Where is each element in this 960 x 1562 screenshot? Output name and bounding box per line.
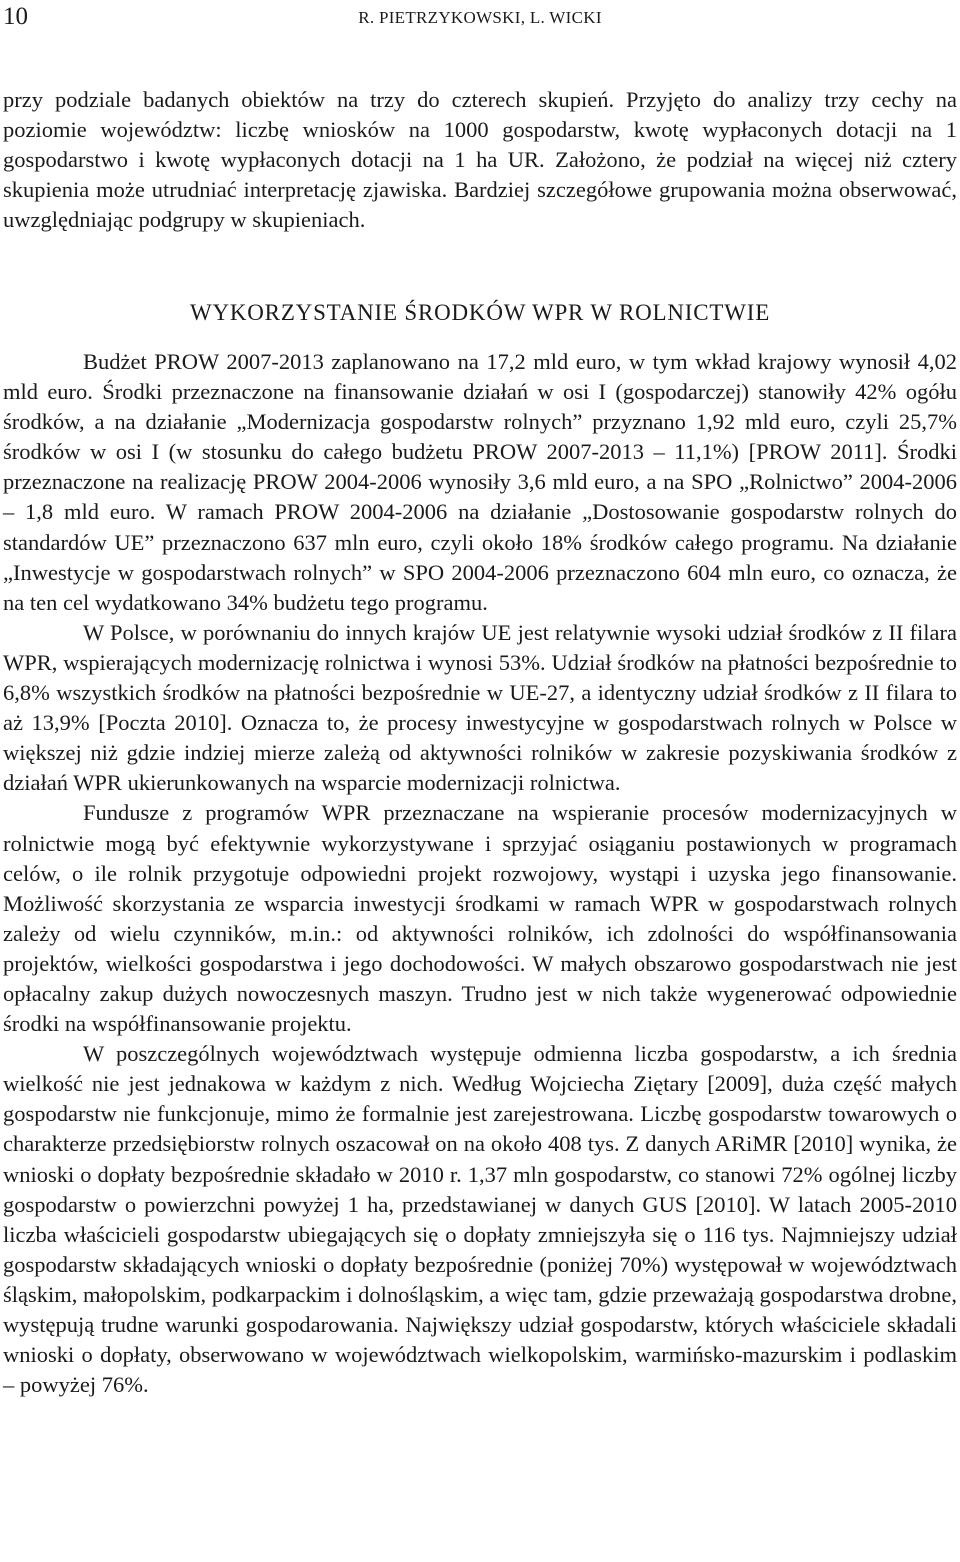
paragraph-voivodeships: W poszczególnych województwach występuje odmienna liczba gospodarstw, a ich średnia wielkość nie jest jednakowa w każdym z nich. Według Wojciecha Ziętary [2009], duża część małych gospodarstw nie funkcjonuje, mimo że formalnie jest zarejestrowana. Liczbę gospodarstw towarowych o charakterze przedsiębiorstw rolnych oszacował on na około 408 tys. Z danych ARiMR [2010] wynika, że wnioski o dopłaty bezpośrednie składało w 2010 r. 1,37 mln gospodarstw, co stanowi 72% ogólnej liczby gospodarstw o powierzchni powyżej 1 ha, przedstawianej w danych GUS [2010]. W latach 2005-2010 liczba właścicieli gospodarstw ubiegających się o dopłaty zmniejszyła się o 116 tys. Najmniejszy udział gospodarstw składających wnioski o dopłaty bezpośrednie (poniżej 70%) występował w województwach śląskim, małopolskim, podkarpackim i dolnośląskim, a więc tam, gdzie przeważają gospodarstwa drobne, występują trudne warunki gospodarowania. Największy udział gospodarstw, których właściciele składali wnioski o dopłaty, obserwowano w województwach wielkopolskim, warmińsko-mazurskim i podlaskim – powyżej 76%.: [3, 1041, 957, 1398]
running-head-authors: R. PIETRZYKOWSKI, L. WICKI: [358, 8, 602, 27]
paragraph-budget: Budżet PROW 2007-2013 zaplanowano na 17,2 mld euro, w tym wkład krajowy wynosił 4,02 mld euro. Środki przeznaczone na finansowanie działań w osi I (gospodarczej) stanowiły 42% ogółu środków, a na działanie „Modernizacja gospodarstw rolnych” przyznano 1,92 mld euro, czyli 25,7% środków w osi I (w stosunku do całego budżetu PROW 2007-2013 – 11,1%) [PROW 2011]. Środki przeznaczone na realizację PROW 2004-2006 wynosiły 3,6 mld euro, a na SPO „Rolnictwo” 2004-2006 – 1,8 mld euro. W ramach PROW 2004-2006 na działanie „Dostosowanie gospodarstw rolnych do standardów UE” przeznaczono 637 mln euro, czyli około 18% środków całego programu. Na działanie „Inwestycje w gospodarstwach rolnych” w SPO 2004-2006 przeznaczono 604 mln euro, co oznacza, że na ten cel wydatkowano 34% budżetu tego programu.: [3, 349, 957, 615]
running-head: [3, 2, 957, 32]
paragraph-pillar-two: W Polsce, w porównaniu do innych krajów UE jest relatywnie wysoki udział środków z II filara WPR, wspierających modernizację rolnictwa i wynosi 53%. Udział środków na płatności bezpośrednie to 6,8% wszystkich środków na płatności bezpośrednie w UE-27, a identyczny udział środków z II filara to aż 13,9% [Poczta 2010]. Oznacza to, że procesy inwestycyjne w gospodarstwach rolnych w Polsce w większej niż gdzie indziej mierze zależą od aktywności rolników w zakresie pozyskiwania środków z działań WPR ukierunkowanych na wsparcie modernizacji rolnictwa.: [3, 619, 957, 796]
paragraph-funds-use: Fundusze z programów WPR przeznaczane na wspieranie procesów modernizacyjnych w rolnictwie mogą być efektywnie wykorzystywane i sprzyjać osiąganiu postawionych w programach celów, o ile rolnik przygotuje odpowiedni projekt rozwojowy, wystąpi i uzyska jego finansowanie. Możliwość skorzystania ze wsparcia inwestycji środkami w ramach WPR w gospodarstwach rolnych zależy od wielu czynników, m.in.: od aktywności rolników, ich zdolności do współfinansowania projektów, wielkości gospodarstwa i jego dochodowości. W małych obszarowo gospodarstwach nie jest opłacalny zakup dużych nowoczesnych maszyn. Trudno jest w nich także wygenerować odpowiednie środki na współfinansowanie projektu.: [3, 800, 957, 1037]
section-body: [3, 347, 957, 1400]
intro-paragraph: przy podziale badanych obiektów na trzy do czterech skupień. Przyjęto do analizy trzy cechy na poziomie województw: liczbę wniosków na 1000 gospodarstw, kwotę wypłaconych dotacji na 1 gospodarstwo i kwotę wypłaconych dotacji na 1 ha UR. Założono, że podział na więcej niż cztery skupienia może utrudniać interpretację zjawiska. Bardziej szczegółowe grupowania można obserwować, uwzględniając podgrupy w skupieniach.: [3, 87, 957, 233]
section-heading: WYKORZYSTANIE ŚRODKÓW WPR W ROLNICTWIE: [189, 300, 771, 325]
page-number: 10: [3, 3, 28, 30]
intro-text: [3, 85, 957, 235]
